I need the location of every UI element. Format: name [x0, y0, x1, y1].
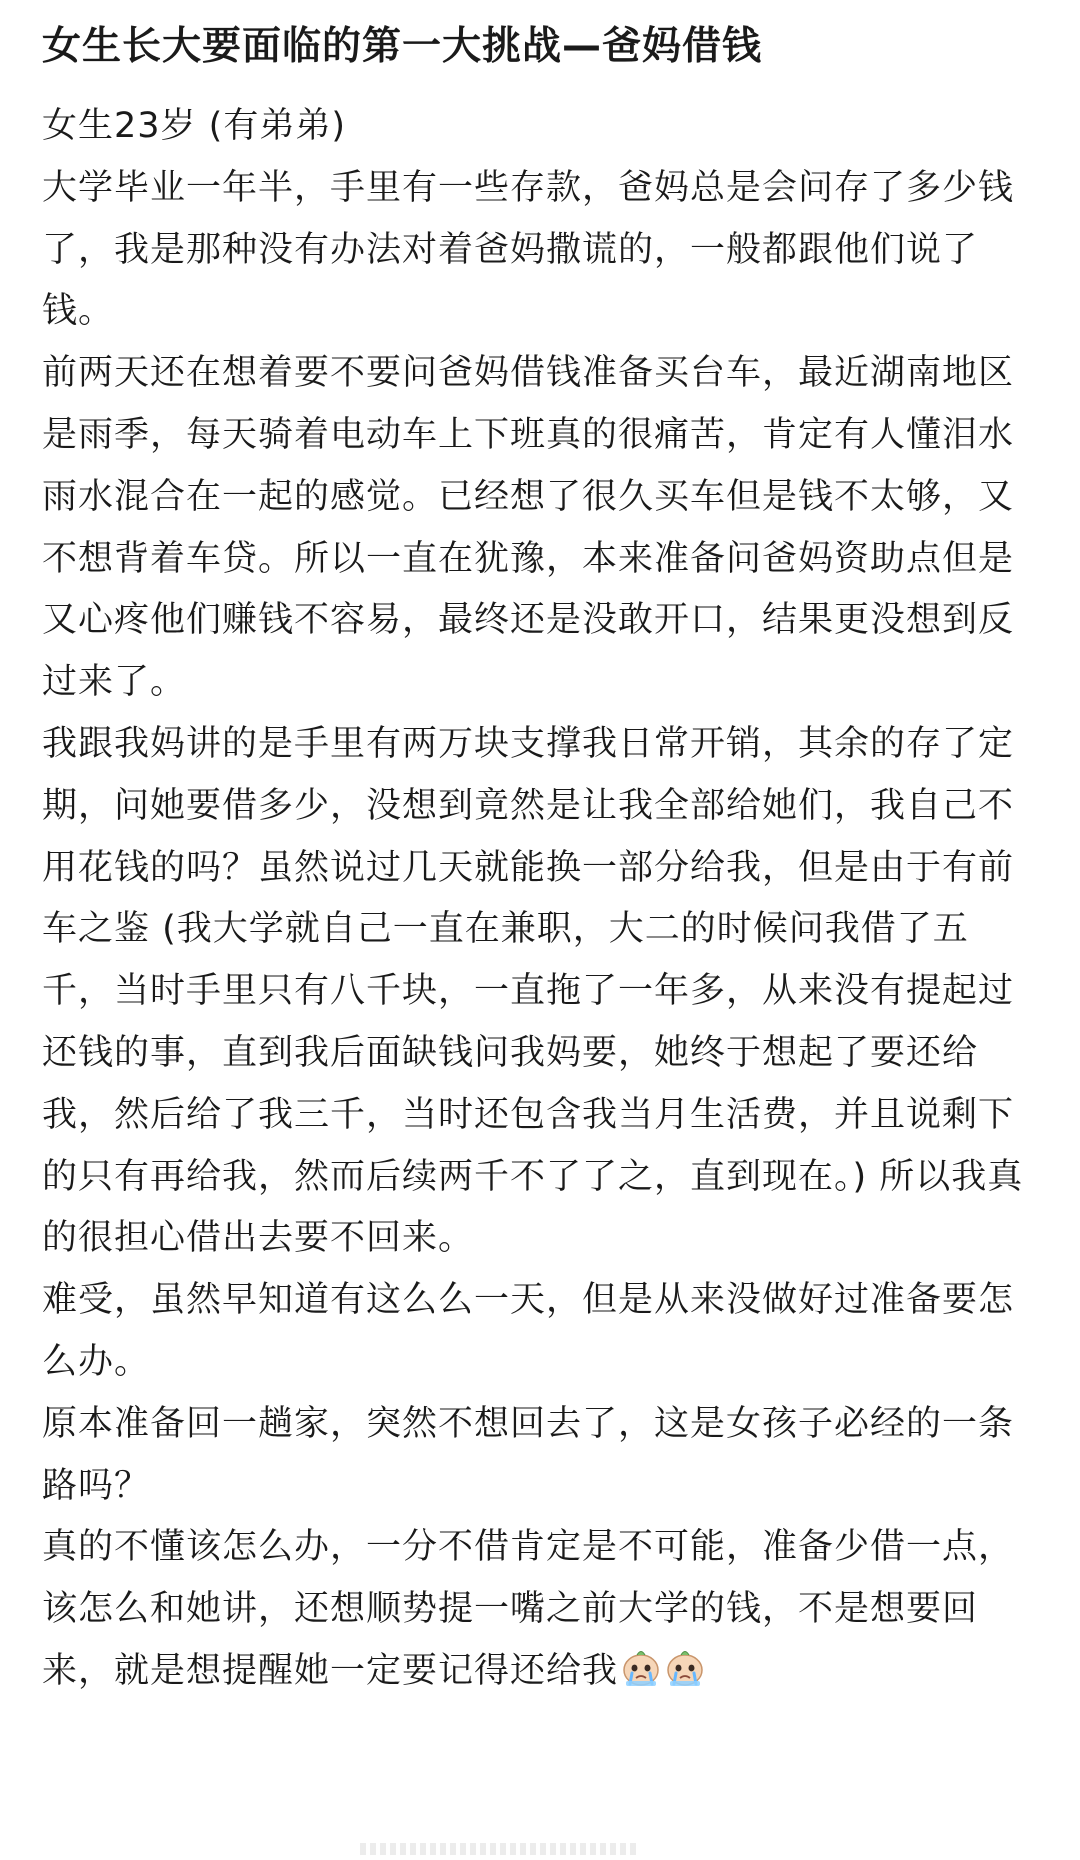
- post-paragraph: 原本准备回一趟家，突然不想回去了，这是女孩子必经的一条路吗？: [42, 1403, 1015, 1506]
- post-paragraph-last: [42, 1517, 1038, 1702]
- emoji-group: [618, 1641, 706, 1703]
- crying-face-emoji-icon: [620, 1646, 662, 1688]
- post-paragraph: 女生23岁 (有弟弟): [42, 106, 346, 146]
- post-body: [42, 96, 1038, 1703]
- post-paragraph: 前两天还在想着要不要问爸妈借钱准备买台车，最近湖南地区是雨季，每天骑着电动车上下班真的很痛苦，肯定有人懂泪水雨水混合在一起的感觉。已经想了很久买车但是钱不太够，又不想背着车贷。所以一直在犹豫，本来准备问爸妈资助点但是又心疼他们赚钱不容易，最终还是没敢开口，结果更没想到反过来了。: [42, 353, 1015, 703]
- post-paragraph: 我跟我妈讲的是手里有两万块支撑我日常开销，其余的存了定期，问她要借多少，没想到竟然是让我全部给她们，我自己不用花钱的吗？虽然说过几天就能换一部分给我，但是由于有前车之鉴 (我大学就自己一直在兼职，大二的时候问我借了五千，当时手里只有八千块，一直拖了一年多，从来没有提起过还钱的事，直到我后面缺钱问我妈要，她终于想起了要还给我，然后给了我三千，当时还包含我当月生活费，并且说剩下的只有再给我，然而后续两千不了了之，直到现在。) 所以我真的很担心借出去要不回来。: [42, 723, 1024, 1259]
- watermark-strip: [360, 1843, 640, 1855]
- post-paragraph-last-text: 真的不懂该怎么办，一分不借肯定是不可能，准备少借一点，该怎么和她讲，还想顺势提一嘴之前大学的钱，不是想要回来，就是想提醒她一定要记得还给我: [42, 1527, 1015, 1691]
- post-paragraph: 大学毕业一年半，手里有一些存款，爸妈总是会问存了多少钱了，我是那种没有办法对着爸妈撒谎的，一般都跟他们说了钱。: [42, 167, 1015, 332]
- post-paragraph: 难受，虽然早知道有这么么一天，但是从来没做好过准备要怎么办。: [42, 1280, 1015, 1382]
- post-title: 女生长大要面临的第一大挑战—爸妈借钱: [42, 24, 763, 69]
- crying-face-emoji-icon: [664, 1646, 706, 1688]
